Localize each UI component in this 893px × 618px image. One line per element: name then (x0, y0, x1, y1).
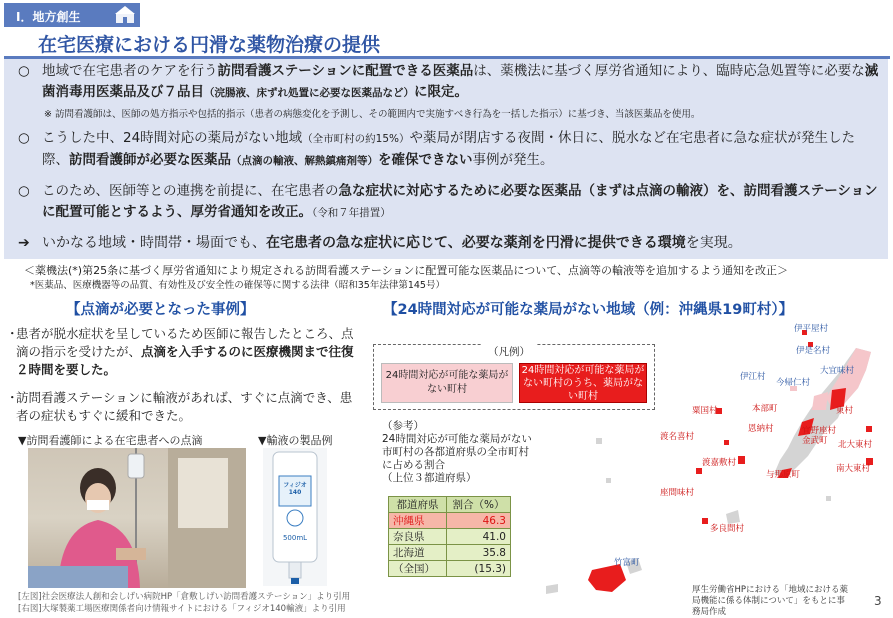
map-label: 宜野座村 (802, 426, 837, 436)
nurse-illustration (28, 448, 246, 588)
map-label: 渡嘉敷村 (702, 458, 737, 468)
table-row: （全国） (15.3) (389, 561, 511, 577)
iv-bag-brand: フィジオ140 (283, 482, 307, 496)
nurse-drip-photo (28, 448, 246, 588)
map-heading: 【24時間対応が可能な薬局がない地域（例：沖縄県19町村）】 (383, 302, 794, 318)
product-credit: [右図]大塚製薬工場医療関係者向け情報サイトにおける「フィジオ140輸液」より引用 (18, 604, 346, 614)
table-header-value: 割合（%） (447, 497, 511, 513)
map-islet (606, 478, 611, 483)
case-heading: 【点滴が必要となった事例】 (66, 302, 255, 318)
table-row: 沖縄県 46.3 (389, 513, 511, 529)
map-label: 多良間村 (710, 524, 745, 534)
summary-panel: ○ 地域で在宅患者のケアを行う訪問看護ステーションに配置できる医薬品は、薬機法に基づく厚労省通知により、臨時応急処置等に必要な滅菌消毒用医薬品及び７品目（浣腸液、床ずれ処置に必要な医薬品など）に限定。 ※ 訪問看護師は、医師の処方指示や包括的指示（患者の病態変化を予測し、その範囲内で実施すべき行為を一括した指示）に基づき、当該医薬品を使用。 ○ こうした中、24時間対応の薬局がない地域（全市町村の約15%）や薬局が閉店する夜間・休日に、脱水など在宅患者に急な症状が発生した際、訪問看護師が必要な医薬品（点滴の輸液、解熱鎮痛剤等）を確保できない事例が発生。 ○ このため、医師等との連携を前提に、在宅患者の急な症状に対応するために必要な医薬品（まずは点滴の輸液）を、訪問看護ステーションに配置可能とするよう、厚労省通知を改正。（令和７年措置） ➔ いかなる地域・時間帯・場面でも、在宅患者の急な症状に応じて、必要な薬剤を円滑に提供できる環境を実現。 (4, 59, 888, 259)
section-tag (4, 3, 140, 27)
summary-note: ※ 訪問看護師は、医師の処方指示や包括的指示（患者の病態変化を予測し、その範囲内で実施すべき行為を一括した指示）に基づき、当該医薬品を使用。 (44, 109, 701, 120)
okinawa-map (526, 318, 888, 608)
map-label: 与那原町 (766, 470, 801, 480)
map-label: 南大東村 (836, 464, 871, 474)
map-zamami (696, 468, 702, 474)
map-motobu-pink (812, 392, 828, 410)
map-yonaguni (546, 584, 558, 594)
map-islet (826, 496, 831, 501)
map-credit: 厚生労働省HPにおける「地域における薬局機能に係る体制について」をもとに事務局作成 (692, 585, 849, 617)
map-label: 伊江村 (740, 372, 766, 382)
law-footnote: *医薬品、医療機器等の品質、有効性及び安全性の確保等に関する法律（昭和35年法律第145号） (30, 280, 445, 291)
map-kitadaito (866, 426, 872, 432)
photo-caption: ▼訪問看護師による在宅患者への点滴 (18, 434, 203, 447)
page-title: 在宅医療における円滑な薬物治療の提供 (38, 34, 381, 56)
legend-title: （凡例） (482, 344, 536, 359)
photo-credit: [左図]社会医療法人創和会しげい病院HP「倉敷しげい訪問看護ステーション」より引用 (18, 592, 351, 602)
map-label: 北大東村 (838, 440, 873, 450)
iv-bag-icon (263, 448, 327, 586)
map-label: 今帰仁村 (776, 378, 811, 388)
table-header-pref: 都道府県 (389, 497, 447, 513)
map-label: 伊平屋村 (794, 324, 829, 334)
legend-red: 24時間対応が可能な薬局がない町村のうち、薬局がない町村 (519, 363, 647, 403)
map-label: 座間味村 (660, 488, 695, 498)
iv-bag-photo (263, 448, 327, 586)
map-taketomi (588, 564, 626, 592)
law-note: ＜薬機法(*)第25条に基づく厚労省通知により規定される訪問看護ステーションに配置可能な医薬品について、点滴等の輸液等を追加するよう通知を改正＞ (24, 264, 788, 277)
map-label: 大宜味村 (820, 366, 855, 376)
map-tonaki (724, 440, 729, 445)
map-label: 渡名喜村 (660, 432, 695, 442)
page-number: 3 (874, 594, 882, 608)
iv-bag-volume: 500mL (282, 534, 308, 542)
map-label: 金武町 (802, 436, 828, 446)
map-label: 竹富町 (614, 558, 640, 568)
table-row: 北海道 35.8 (389, 545, 511, 561)
map-label: 恩納村 (748, 424, 774, 434)
region-illustration-icon (114, 4, 136, 24)
map-islet (596, 438, 602, 444)
section-tag-label: Ⅰ．地方創生 (16, 10, 81, 24)
map-label: 本部町 (752, 404, 778, 414)
legend-pink: 24時間対応が可能な薬局がない町村 (381, 363, 513, 403)
ranking-table (388, 496, 511, 577)
reference-note: （参考） 24時間対応が可能な薬局がない市町村の各都道府県の全市町村に占める割合 （上位３都道府県） (382, 420, 532, 484)
map-tarama (702, 518, 708, 524)
table-row: 奈良県 41.0 (389, 529, 511, 545)
map-label: 東村 (836, 406, 854, 416)
map-label: 粟国村 (692, 406, 718, 416)
map-tokashiki (738, 456, 745, 464)
map-label: 伊是名村 (796, 346, 831, 356)
product-caption: ▼輸液の製品例 (258, 434, 333, 447)
